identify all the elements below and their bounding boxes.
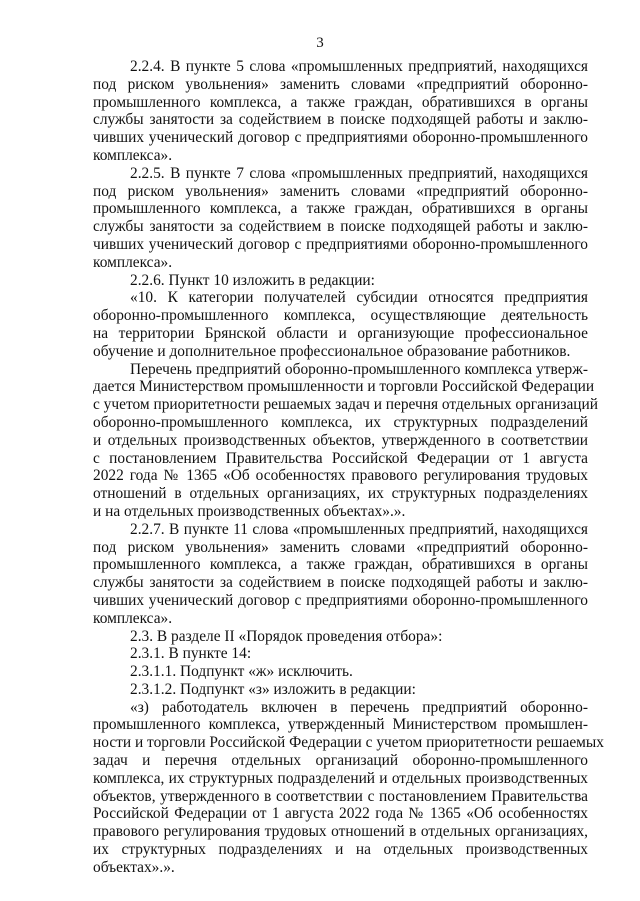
text-line: 2.2.4. В пункте 5 слова «промышленных предприятий, находящихся — [130, 58, 588, 75]
text-line: 2.2.6. Пункт 10 изложить в редакции: — [130, 271, 375, 289]
paragraph — [93, 698, 604, 877]
text-line: задач и перечня отдельных организаций оборонно-промышленного — [93, 752, 588, 770]
text-line: с постановлением Правительства Российской Федерации от 1 августа — [93, 449, 588, 467]
text-line: объектов, утвержденного в соответствии с постановлением Правительства — [93, 787, 588, 805]
document-body — [93, 58, 604, 877]
text-line: службы занятости за содействием в поиске подходящей работы и заклю- — [93, 111, 588, 129]
text-line: 2.3.1.2. Подпункт «з» изложить в редакции: — [130, 680, 416, 698]
text-line: 2.2.7. В пункте 11 слова «промышленных предприятий, находящихся — [130, 520, 588, 538]
text-line: службы занятости за содействием в поиске подходящей работы и заклю- — [93, 218, 588, 236]
text-line: правового регулирования трудовых отношений в отдельных организациях, — [93, 823, 588, 841]
text-line: чивших ученический договор с предприятиями оборонно-промышленного — [93, 591, 588, 609]
text-line: под риском увольнения» заменить словами «предприятий оборонно- — [93, 182, 588, 200]
text-line: чивших ученический договор с предприятиями оборонно-промышленного — [93, 235, 588, 253]
text-line: комплекса». — [93, 146, 173, 164]
text-line: и отдельных производственных объектов, утвержденного в соответствии — [93, 431, 588, 449]
paragraph — [93, 165, 588, 272]
text-line: оборонно-промышленного комплекса, их структурных подразделений — [93, 413, 588, 431]
text-line: отношений в отдельных организациях, их структурных подразделениях — [93, 485, 588, 503]
text-line: под риском увольнения» заменить словами «предприятий оборонно- — [93, 75, 588, 93]
text-line: промышленного комплекса, утвержденный Министерством промышлен- — [93, 716, 588, 734]
text-line: чивших ученический договор с предприятиями оборонно-промышленного — [93, 129, 588, 147]
paragraph — [93, 628, 588, 646]
page-number: 3 — [316, 35, 324, 51]
text-line: их структурных подразделениях и на отдельных производственных — [93, 841, 588, 859]
text-line: обучение и дополнительное профессиональное образование работников. — [93, 342, 571, 360]
text-line: комплекса, их структурных подразделений и отдельных производственных — [93, 769, 588, 787]
text-line: с учетом приоритетности решаемых задач и перечня отдельных организаций — [93, 396, 599, 414]
paragraph — [93, 521, 588, 628]
paragraph — [93, 58, 588, 165]
paragraph — [93, 289, 588, 360]
text-line: «10. К категории получателей субсидии относятся предприятия — [130, 289, 588, 307]
text-line: комплекса». — [93, 253, 173, 271]
text-line: Перечень предприятий оборонно-промышленного комплекса утверж- — [130, 360, 588, 378]
paragraph — [93, 360, 599, 521]
text-line: на территории Брянской области и организующие профессиональное — [93, 324, 588, 342]
paragraph — [93, 272, 588, 290]
text-line: 2.3. В разделе II «Порядок проведения отбора»: — [130, 627, 443, 645]
text-line: «з) работодатель включен в перечень предприятий оборонно- — [130, 698, 588, 716]
text-line: 2.3.1.1. Подпункт «ж» исключить. — [130, 663, 353, 681]
paragraph — [93, 663, 588, 681]
text-line: объектах».». — [93, 858, 175, 876]
text-line: промышленного комплекса, а также граждан, обратившихся в органы — [93, 556, 588, 574]
text-line: 2022 года № 1365 «Об особенностях правового регулирования трудовых — [93, 467, 588, 485]
text-line: под риском увольнения» заменить словами «предприятий оборонно- — [93, 538, 588, 556]
text-line: Российской Федерации от 1 августа 2022 года № 1365 «Об особенностях — [93, 805, 588, 823]
text-line: 2.2.5. В пункте 7 слова «промышленных предприятий, находящихся — [130, 164, 588, 182]
text-line: ности и торговли Российской Федерации с учетом приоритетности решаемых — [93, 734, 604, 752]
text-line: 2.3.1. В пункте 14: — [130, 645, 252, 663]
text-line: дается Министерством промышленности и торговли Российской Федерации — [93, 378, 595, 396]
text-line: оборонно-промышленного комплекса, осуществляющие деятельность — [93, 307, 588, 325]
paragraph — [93, 681, 588, 699]
text-line: комплекса». — [93, 609, 173, 627]
text-line: промышленного комплекса, а также граждан, обратившихся в органы — [93, 93, 588, 111]
text-line: промышленного комплекса, а также граждан, обратившихся в органы — [93, 200, 588, 218]
text-line: и на отдельных производственных объектах».». — [93, 502, 406, 520]
paragraph — [93, 645, 588, 663]
text-line: службы занятости за содействием в поиске подходящей работы и заклю- — [93, 574, 588, 592]
